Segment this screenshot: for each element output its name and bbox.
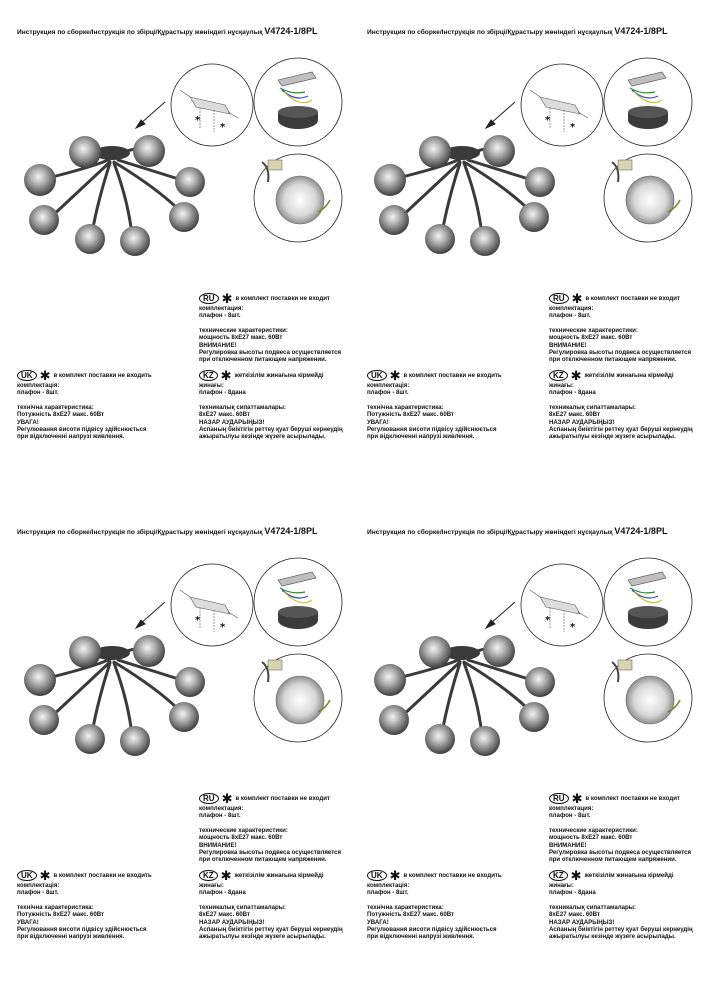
uk-line: комплектація: (367, 382, 410, 389)
svg-text:*: * (195, 115, 201, 126)
glass-shade (29, 705, 59, 735)
svg-text:*: * (545, 115, 551, 126)
glass-shade (519, 702, 549, 732)
ru-info-block (199, 290, 359, 364)
title-text: Инструкция по сборке/Інструкція по збірці/Құрастыру жөніндегі нұсқаулық (367, 29, 613, 36)
glass-shade (169, 702, 199, 732)
uk-line: комплектація: (17, 382, 60, 389)
glass-shade (374, 664, 406, 696)
kz-line: жинағы: (199, 382, 224, 389)
kz-line: Аспаның биіктігін реттеу қуат беруші кернеудің (199, 426, 343, 434)
ru-line: плафон - 8шт. (549, 312, 591, 320)
ru-header: в комплект поставки не входит (585, 294, 680, 302)
svg-text:*: * (220, 122, 226, 133)
wiring-detail (604, 58, 692, 146)
star-icon: ✱ (571, 290, 583, 306)
kz-line: жинағы: (549, 882, 574, 889)
bracket-detail (171, 64, 253, 146)
assembly-illustration (0, 550, 353, 780)
ru-line: при отключенном питающем напряжении. (199, 856, 327, 864)
glass-shade (75, 224, 105, 254)
svg-text:*: * (570, 122, 576, 133)
instruction-title (17, 26, 357, 36)
glass-shade (419, 136, 451, 168)
uk-line: плафон - 8шт. (367, 889, 409, 897)
uk-info-block (367, 367, 527, 441)
kz-line: техникалық сипаттамалары: (199, 403, 286, 411)
kz-line: плафон - 8дана (549, 389, 596, 397)
star-icon: ✱ (389, 867, 401, 883)
ru-line: ВНИМАНИЕ! (549, 341, 587, 349)
kz-lang-badge: KZ (549, 870, 568, 881)
title-text: Инструкция по сборке/Інструкція по збірці/Құрастыру жөніндегі нұсқаулық (367, 529, 613, 536)
uk-line: при відключенні напрузі живлення. (367, 933, 475, 941)
ru-line: ВНИМАНИЕ! (199, 341, 237, 349)
kz-line: 8хЕ27 макс. 60Вт (199, 411, 250, 419)
glass-shade (525, 667, 555, 697)
glass-shade (519, 202, 549, 232)
uk-line: УВАГА! (17, 418, 39, 426)
ru-lang-badge: RU (549, 293, 569, 304)
uk-line: УВАГА! (17, 918, 39, 926)
kz-header: жеткізілім жинағына кірмейді (584, 871, 674, 879)
instruction-title (367, 26, 707, 36)
uk-lang-badge: UK (367, 870, 387, 881)
glass-shade (75, 724, 105, 754)
glass-shade (374, 164, 406, 196)
uk-line: технічна характеристика: (367, 403, 444, 411)
uk-line: технічна характеристика: (17, 403, 94, 411)
title-text: Инструкция по сборке/Інструкція по збірці/Құрастыру жөніндегі нұсқаулық (17, 29, 263, 36)
shade-mount-detail (604, 654, 692, 742)
uk-line: Регулювання висоти підвісу здійснюється (17, 926, 147, 934)
direction-arrow (136, 102, 165, 128)
kz-line: техникалық сипаттамалары: (549, 403, 636, 411)
ru-line: Регулировка высоты подвеса осуществляется (549, 349, 692, 357)
kz-line: НАЗАР АУДАРЫҢЫЗ! (199, 418, 265, 426)
glass-shade (425, 224, 455, 254)
kz-header: жеткізілім жинағына кірмейді (584, 371, 674, 379)
uk-line: Регулювання висоти підвісу здійснюється (367, 426, 497, 434)
instruction-title (367, 526, 707, 536)
kz-info-block (549, 867, 707, 941)
star-icon: ✱ (39, 867, 51, 883)
kz-line: Аспаның биіктігін реттеу қуат беруші кернеудің (199, 926, 343, 934)
uk-line: плафон - 8шт. (17, 889, 59, 897)
uk-header: в комплект поставки не входить (53, 871, 152, 879)
uk-line: Потужність 8хЕ27 макс. 60Вт (17, 411, 105, 419)
uk-header: в комплект поставки не входить (403, 871, 502, 879)
svg-text:*: * (195, 615, 201, 626)
uk-header: в комплект поставки не входить (403, 371, 502, 379)
bracket-detail (171, 564, 253, 646)
model-code: V4724-1/8PL (614, 26, 668, 36)
uk-line: комплектація: (17, 882, 60, 889)
ru-lang-badge: RU (199, 793, 219, 804)
bracket-detail (521, 64, 603, 146)
glass-shade (379, 205, 409, 235)
wiring-detail (254, 58, 342, 146)
uk-line: плафон - 8шт. (17, 389, 59, 397)
star-icon: ✱ (220, 867, 232, 883)
ru-line: при отключенном питающем напряжении. (199, 356, 327, 364)
glass-shade (175, 667, 205, 697)
uk-header: в комплект поставки не входить (53, 371, 152, 379)
glass-shade (29, 205, 59, 235)
instruction-panel (0, 500, 353, 1000)
ru-line: технические характеристики: (549, 326, 638, 334)
model-code: V4724-1/8PL (614, 526, 668, 536)
glass-shade (419, 636, 451, 668)
kz-line: НАЗАР АУДАРЫҢЫЗ! (549, 418, 615, 426)
kz-line: 8хЕ27 макс. 60Вт (549, 911, 600, 919)
shade-mount-detail (254, 154, 342, 242)
glass-shade (525, 167, 555, 197)
kz-lang-badge: KZ (199, 870, 218, 881)
kz-header: жеткізілім жинағына кірмейді (234, 371, 324, 379)
glass-shade (69, 136, 101, 168)
ru-line: ВНИМАНИЕ! (549, 841, 587, 849)
kz-line: Аспаның биіктігін реттеу қуат беруші кернеудің (549, 926, 693, 934)
ru-line: при отключенном питающем напряжении. (549, 856, 677, 864)
glass-shade (470, 726, 500, 756)
svg-text:*: * (220, 622, 226, 633)
uk-line: Потужність 8хЕ27 макс. 60Вт (367, 411, 455, 419)
kz-line: ажыратылуы кезінде жүзеге асырылады. (549, 933, 676, 941)
wiring-detail (254, 558, 342, 646)
uk-line: технічна характеристика: (367, 903, 444, 911)
assembly-illustration (0, 50, 353, 280)
glass-shade (24, 164, 56, 196)
title-text: Инструкция по сборке/Інструкція по збірці/Құрастыру жөніндегі нұсқаулық (17, 529, 263, 536)
ru-info-block (199, 790, 359, 864)
bracket-detail (521, 564, 603, 646)
ru-lang-badge: RU (549, 793, 569, 804)
uk-line: технічна характеристика: (17, 903, 94, 911)
chandelier-drawing (24, 635, 205, 756)
ru-line: комплектация: (549, 805, 594, 812)
glass-shade (169, 202, 199, 232)
direction-arrow (136, 602, 165, 628)
instruction-title (17, 526, 357, 536)
uk-line: при відключенні напрузі живлення. (17, 433, 125, 441)
uk-line: плафон - 8шт. (367, 389, 409, 397)
glass-shade (425, 724, 455, 754)
kz-header: жеткізілім жинағына кірмейді (234, 871, 324, 879)
assembly-illustration (350, 50, 703, 280)
ru-header: в комплект поставки не входит (235, 794, 330, 802)
uk-line: УВАГА! (367, 418, 389, 426)
ru-line: Регулировка высоты подвеса осуществляется (549, 849, 692, 857)
star-icon: ✱ (221, 790, 233, 806)
kz-line: жинағы: (199, 882, 224, 889)
ru-line: комплектация: (199, 805, 244, 812)
kz-line: плафон - 8дана (199, 389, 246, 397)
uk-line: при відключенні напрузі живлення. (17, 933, 125, 941)
uk-lang-badge: UK (367, 370, 387, 381)
kz-line: НАЗАР АУДАРЫҢЫЗ! (549, 918, 615, 926)
uk-lang-badge: UK (17, 870, 37, 881)
glass-shade (133, 635, 165, 667)
uk-line: Регулювання висоти підвісу здійснюється (17, 426, 147, 434)
kz-line: ажыратылуы кезінде жүзеге асырылады. (199, 933, 326, 941)
ru-line: технические характеристики: (549, 826, 638, 834)
star-icon: ✱ (389, 367, 401, 383)
glass-shade (175, 167, 205, 197)
ru-line: Регулировка высоты подвеса осуществляется (199, 849, 342, 857)
ru-line: плафон - 8шт. (549, 812, 591, 820)
ru-info-block (549, 290, 707, 364)
kz-line: 8хЕ27 макс. 60Вт (549, 411, 600, 419)
kz-line: Аспаның биіктігін реттеу қуат беруші кернеудің (549, 426, 693, 434)
ru-lang-badge: RU (199, 293, 219, 304)
kz-info-block (199, 367, 359, 441)
svg-text:*: * (570, 622, 576, 633)
svg-text:*: * (545, 615, 551, 626)
instruction-panel (350, 0, 703, 500)
chandelier-drawing (24, 135, 205, 256)
ru-line: мощность 8хЕ27 макс. 60Вт (199, 334, 283, 342)
star-icon: ✱ (220, 367, 232, 383)
chandelier-drawing (374, 135, 555, 256)
uk-line: при відключенні напрузі живлення. (367, 433, 475, 441)
glass-shade (470, 226, 500, 256)
uk-info-block (17, 367, 177, 441)
kz-line: ажыратылуы кезінде жүзеге асырылады. (549, 433, 676, 441)
ru-line: мощность 8хЕ27 макс. 60Вт (199, 834, 283, 842)
assembly-illustration (350, 550, 703, 780)
star-icon: ✱ (570, 867, 582, 883)
uk-line: Регулювання висоти підвісу здійснюється (367, 926, 497, 934)
ru-line: технические характеристики: (199, 326, 288, 334)
ru-line: Регулировка высоты подвеса осуществляется (199, 349, 342, 357)
instruction-panel (0, 0, 353, 500)
uk-line: Потужність 8хЕ27 макс. 60Вт (17, 911, 105, 919)
ru-line: при отключенном питающем напряжении. (549, 356, 677, 364)
ru-line: ВНИМАНИЕ! (199, 841, 237, 849)
ru-header: в комплект поставки не входит (585, 794, 680, 802)
uk-line: УВАГА! (367, 918, 389, 926)
ru-line: технические характеристики: (199, 826, 288, 834)
instruction-panel (350, 500, 703, 1000)
uk-lang-badge: UK (17, 370, 37, 381)
star-icon: ✱ (571, 790, 583, 806)
kz-lang-badge: KZ (199, 370, 218, 381)
kz-line: плафон - 8дана (199, 889, 246, 897)
kz-info-block (549, 367, 707, 441)
kz-line: техникалық сипаттамалары: (549, 903, 636, 911)
star-icon: ✱ (570, 367, 582, 383)
uk-info-block (367, 867, 527, 941)
glass-shade (133, 135, 165, 167)
kz-info-block (199, 867, 359, 941)
kz-line: техникалық сипаттамалары: (199, 903, 286, 911)
direction-arrow (486, 602, 515, 628)
ru-line: комплектация: (199, 305, 244, 312)
star-icon: ✱ (39, 367, 51, 383)
kz-lang-badge: KZ (549, 370, 568, 381)
ru-line: мощность 8хЕ27 макс. 60Вт (549, 334, 633, 342)
uk-line: комплектація: (367, 882, 410, 889)
glass-shade (120, 226, 150, 256)
shade-mount-detail (254, 654, 342, 742)
ru-header: в комплект поставки не входит (235, 294, 330, 302)
glass-shade (69, 636, 101, 668)
glass-shade (379, 705, 409, 735)
kz-line: плафон - 8дана (549, 889, 596, 897)
wiring-detail (604, 558, 692, 646)
star-icon: ✱ (221, 290, 233, 306)
ru-line: мощность 8хЕ27 макс. 60Вт (549, 834, 633, 842)
shade-mount-detail (604, 154, 692, 242)
glass-shade (483, 135, 515, 167)
kz-line: НАЗАР АУДАРЫҢЫЗ! (199, 918, 265, 926)
glass-shade (483, 635, 515, 667)
kz-line: ажыратылуы кезінде жүзеге асырылады. (199, 433, 326, 441)
model-code: V4724-1/8PL (264, 526, 318, 536)
ru-line: плафон - 8шт. (199, 812, 241, 820)
uk-line: Потужність 8хЕ27 макс. 60Вт (367, 911, 455, 919)
ru-line: плафон - 8шт. (199, 312, 241, 320)
direction-arrow (486, 102, 515, 128)
model-code: V4724-1/8PL (264, 26, 318, 36)
uk-info-block (17, 867, 177, 941)
chandelier-drawing (374, 635, 555, 756)
ru-info-block (549, 790, 707, 864)
kz-line: 8хЕ27 макс. 60Вт (199, 911, 250, 919)
ru-line: комплектация: (549, 305, 594, 312)
glass-shade (24, 664, 56, 696)
glass-shade (120, 726, 150, 756)
kz-line: жинағы: (549, 382, 574, 389)
